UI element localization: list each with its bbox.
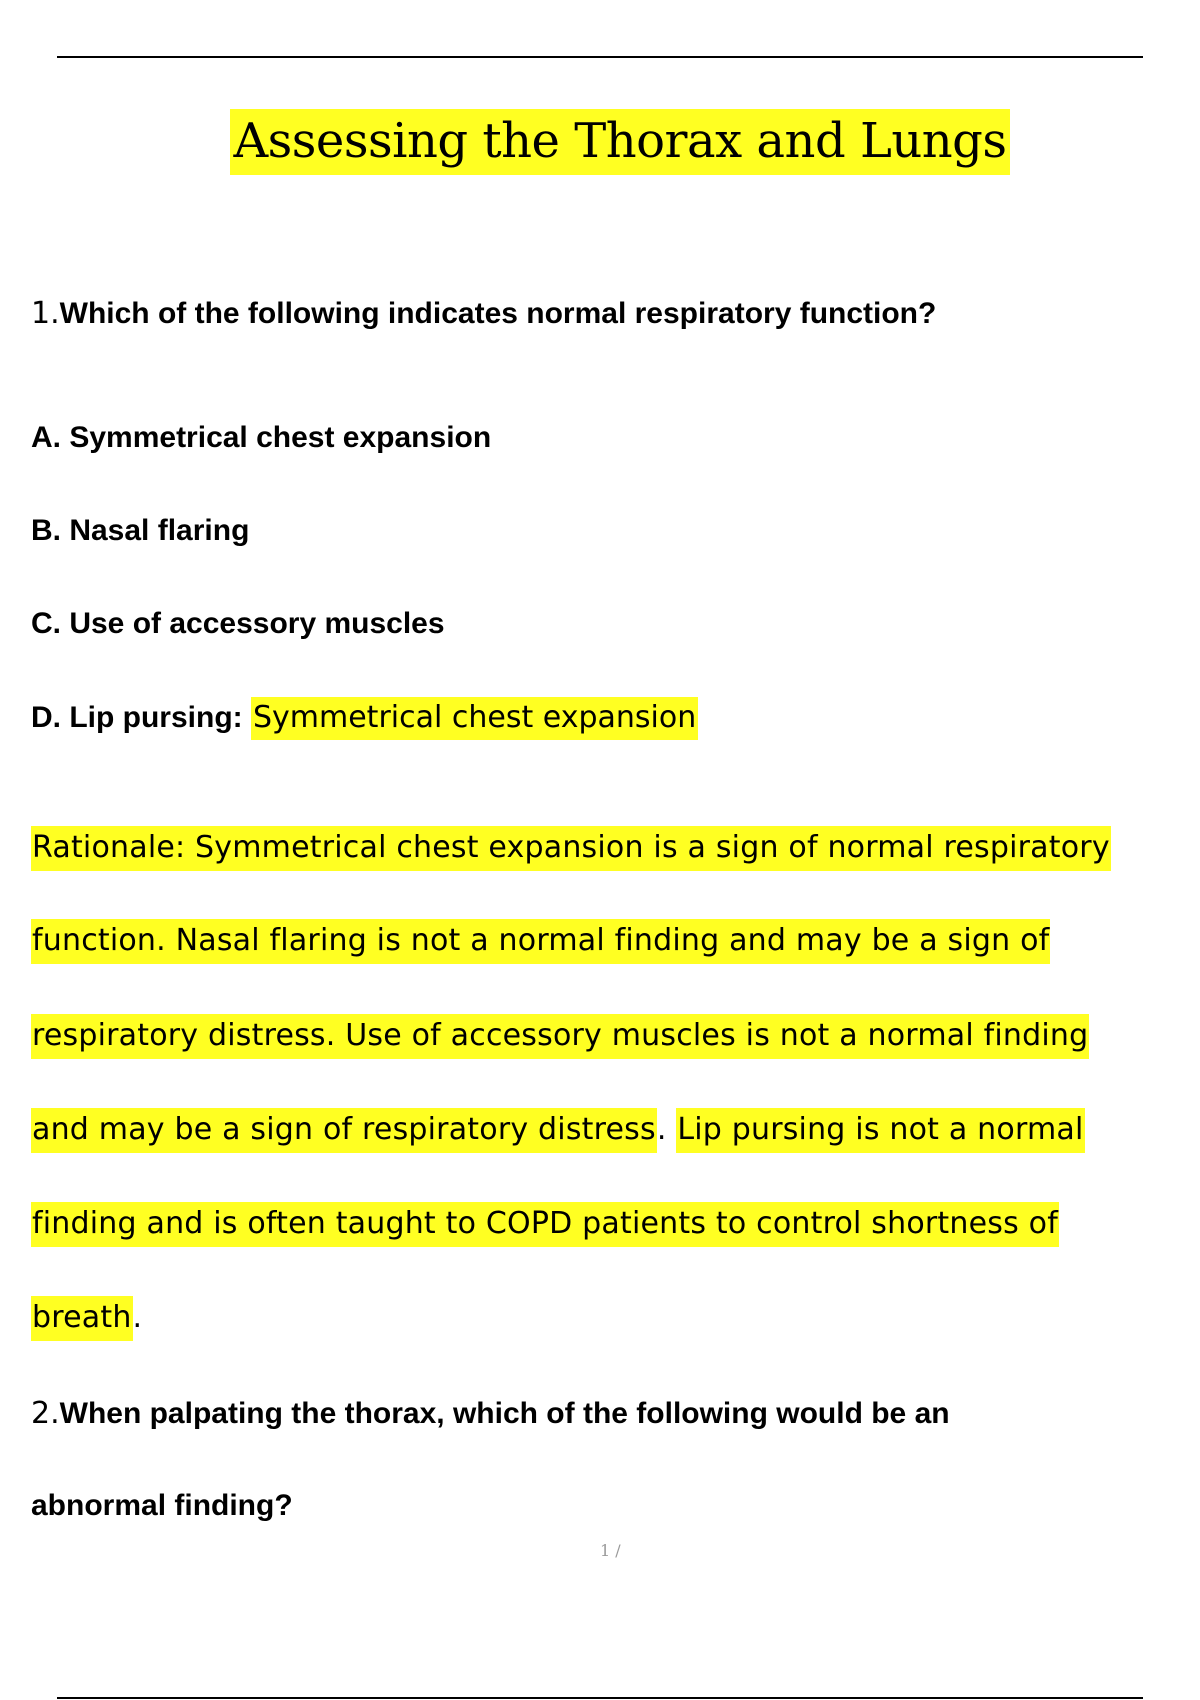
rationale-text: respiratory distress. Use of accessory muscles is not a normal finding [31, 1014, 1089, 1059]
top-rule [57, 56, 1143, 58]
option-c: C. Use of accessory muscles [31, 607, 445, 640]
question-2-continued: abnormal finding? [31, 1489, 293, 1522]
bottom-rule [57, 1697, 1143, 1699]
page-title: Assessing the Thorax and Lungs [230, 109, 1009, 175]
answer-highlight: Symmetrical chest expansion [251, 697, 698, 740]
title-block [0, 110, 1200, 172]
question-2 [31, 1396, 950, 1431]
rationale-period: . [132, 1300, 143, 1335]
option-d [31, 700, 698, 735]
rationale-text: breath [31, 1296, 133, 1341]
rationale-line-1 [31, 830, 1111, 865]
question-2-text: When palpating the thorax, which of the following would be an [59, 1397, 950, 1430]
rationale-line-3 [31, 1018, 1089, 1053]
rationale-line-5 [31, 1206, 1059, 1241]
question-1 [31, 296, 936, 331]
rationale-text: Rationale: Symmetrical chest expansion is a sign of normal respiratory [31, 826, 1111, 871]
rationale-text: Lip pursing is not a normal [676, 1108, 1084, 1153]
question-2-number: 2. [31, 1396, 60, 1431]
page-number: 1 / [600, 1541, 621, 1560]
rationale-text: and may be a sign of respiratory distress [31, 1108, 657, 1153]
rationale-line-4 [31, 1112, 1085, 1147]
rationale-period: . [656, 1112, 667, 1147]
rationale-line-6 [31, 1300, 142, 1335]
rationale-line-2 [31, 923, 1050, 958]
question-1-number: 1. [31, 296, 60, 331]
rationale-text: finding and is often taught to COPD patients to control shortness of [31, 1202, 1059, 1247]
option-a: A. Symmetrical chest expansion [31, 421, 492, 454]
rationale-text: function. Nasal flaring is not a normal finding and may be a sign of [31, 919, 1050, 964]
option-b: B. Nasal flaring [31, 514, 250, 547]
question-1-text: Which of the following indicates normal respiratory function? [59, 297, 937, 330]
option-d-label: D. Lip pursing: [31, 701, 243, 734]
